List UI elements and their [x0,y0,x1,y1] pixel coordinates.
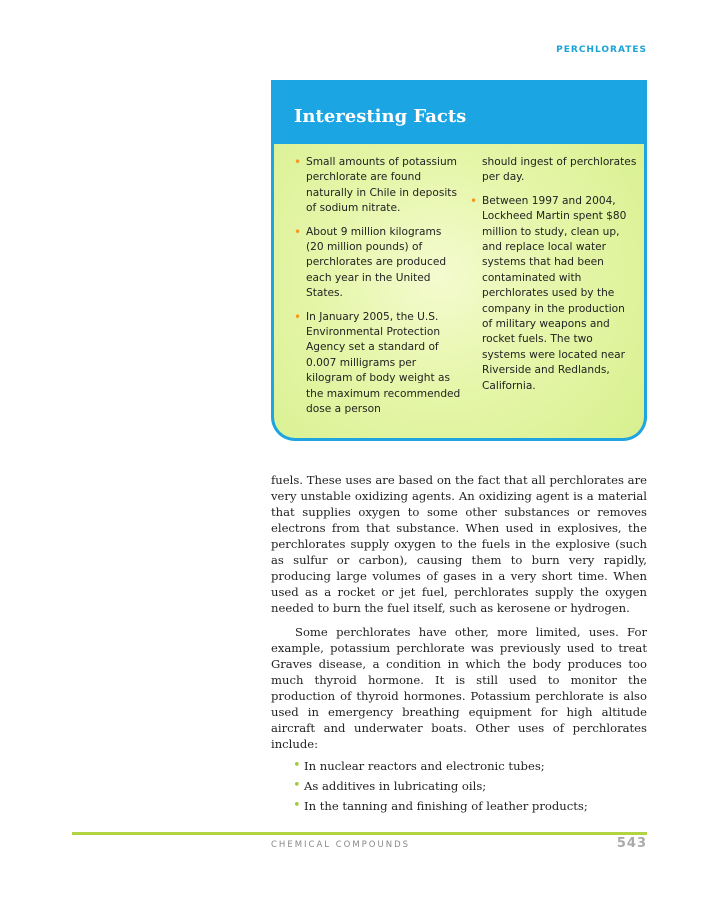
running-head: PERCHLORATES [556,45,647,55]
fact-item: • Between 1997 and 2004, Lockheed Martin spent $80 million to study, clean up, and replace local water systems that had been contaminated with perchlorates used by the company in the production of military weapons and rocket fuels. The two systems were located near Riverside and Redlands, California. [470,194,638,394]
page-number: 543 [616,836,647,851]
footer-book-title: CHEMICAL COMPOUNDS [271,840,411,850]
list-item: • In the tanning and finishing of leather products; [293,798,647,814]
interesting-facts-sidebar [271,80,647,441]
fact-continuation: should ingest of perchlorates per day. [482,156,637,184]
list-item: • In nuclear reactors and electronic tubes; [293,758,647,774]
sidebar-header [274,80,644,144]
list-item: • As additives in lubricating oils; [293,778,647,794]
sidebar-title: Interesting Facts [294,106,467,127]
fact-item: • In January 2005, the U.S. Environmental Protection Agency set a standard of 0.007 milligrams per kilogram of body weight as the maximum recommended dose a person [294,310,462,418]
footer-rule [72,832,647,835]
body-paragraph: fuels. These uses are based on the fact that all perchlorates are very unstable oxidizing agents. An oxidizing agent is a material that supplies oxygen to some other substances or removes electrons from that substance. When used in explosives, the perchlorates supply oxygen to the fuels in the explosive (such as sulfur or carbon), causing them to burn very rapidly, producing large volumes of gases in a very short time. When used as a rocket or jet fuel, perchlorates supply the oxygen needed to burn the fuel itself, such as kerosene or hydrogen. [271,473,647,615]
uses-list [271,758,647,814]
facts-column-left [294,155,462,426]
facts-column-right [470,155,638,402]
fact-item: • About 9 million kilograms (20 million pounds) of perchlorates are produced each year in the United States. [294,225,462,302]
fact-item: • Small amounts of potassium perchlorate are found naturally in Chile in deposits of sodium nitrate. [294,155,462,217]
body-text [271,472,647,818]
body-paragraph: Some perchlorates have other, more limited, uses. For example, potassium perchlorate was previously used to treat Graves disease, a condition in which the body produces too much thyroid hormone. It is still used to monitor the production of thyroid hormones. Potassium perchlorate is also used in emergency breathing equipment for high altitude aircraft and underwater boats. Other uses of perchlorates include: [271,625,647,751]
